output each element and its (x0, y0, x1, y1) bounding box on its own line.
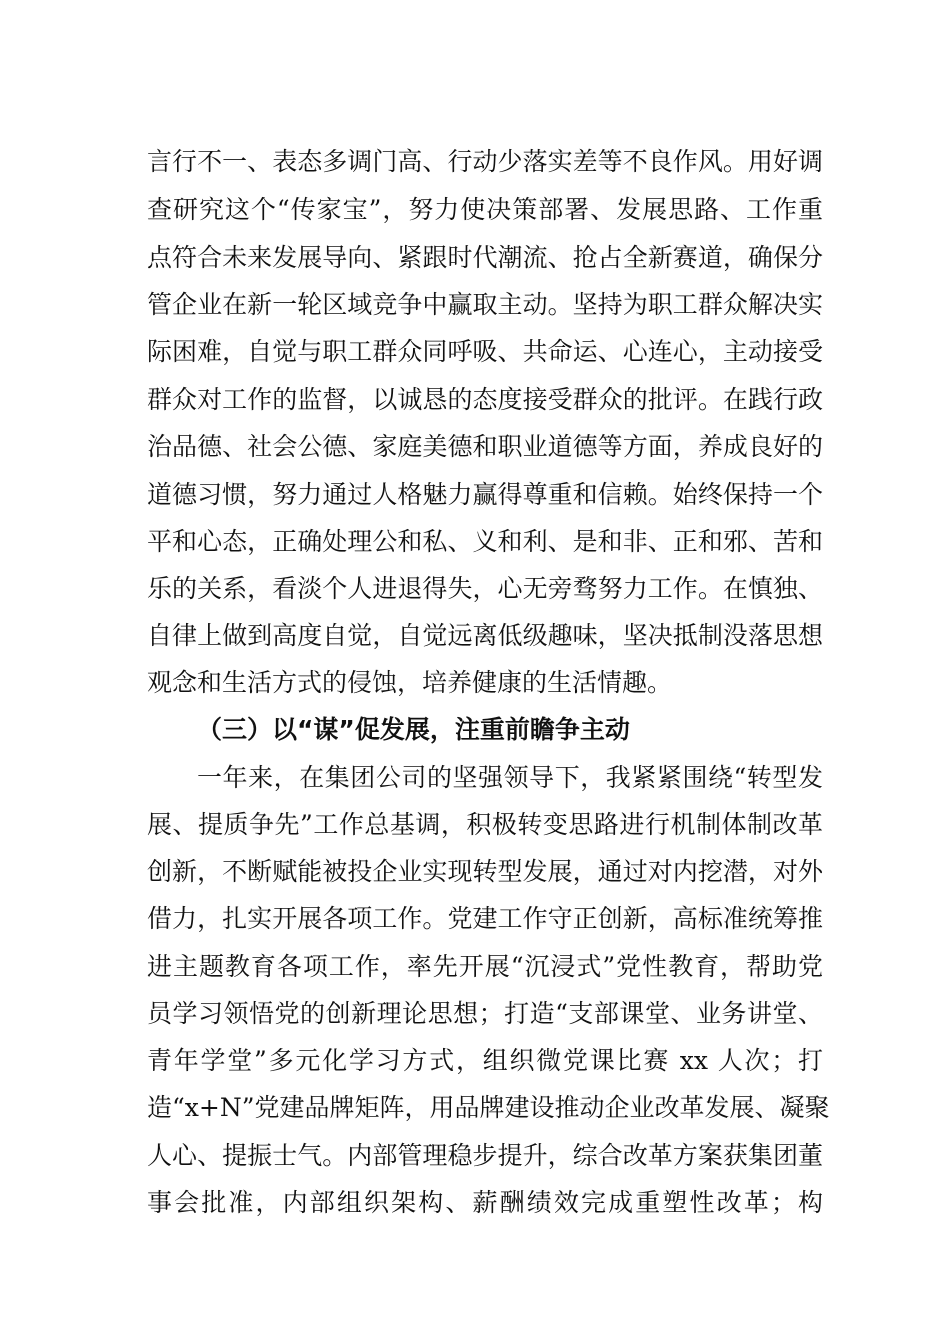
body-text-line: 一年来，在集团公司的坚强领导下，我紧紧围绕“转型发 (197, 763, 823, 792)
body-text-line: 造“x+N”党建品牌矩阵，用品牌建设推动企业改革发展、凝聚 (147, 1093, 830, 1122)
body-text-line: 平和心态，正确处理公和私、义和利、是和非、正和邪、苦和 (147, 527, 823, 556)
body-text-line: 创新，不断赋能被投企业实现转型发展，通过对内挖潜，对外 (147, 857, 823, 886)
body-text-line: 借力，扎实开展各项工作。党建工作守正创新，高标准统筹推 (147, 904, 823, 933)
body-text-line: 乐的关系，看淡个人进退得失，心无旁骛努力工作。在慎独、 (147, 574, 823, 603)
body-text-line: 管企业在新一轮区域竞争中赢取主动。坚持为职工群众解决实 (147, 290, 823, 319)
body-text-line: 言行不一、表态多调门高、行动少落实差等不良作风。用好调 (147, 147, 823, 176)
body-text-line: 观念和生活方式的侵蚀，培养健康的生活情趣。 (147, 668, 673, 697)
body-text-line: 自律上做到高度自觉，自觉远离低级趣味，坚决抵制没落思想 (147, 621, 823, 650)
body-text-line: 青年学堂”多元化学习方式，组织微党课比赛 xx 人次；打 (147, 1046, 823, 1075)
body-text-line: 际困难，自觉与职工群众同呼吸、共命运、心连心，主动接受 (147, 337, 823, 366)
body-text-line: 展、提质争先”工作总基调，积极转变思路进行机制体制改革 (147, 810, 823, 839)
body-text-line: 事会批准，内部组织架构、薪酬绩效完成重塑性改革；构 (147, 1188, 823, 1217)
body-text-line: 员学习领悟党的创新理论思想；打造“支部课堂、业务讲堂、 (147, 999, 823, 1028)
body-text-line: 治品德、社会公德、家庭美德和职业道德等方面，养成良好的 (147, 432, 823, 461)
body-text-line: 查研究这个“传家宝”，努力使决策部署、发展思路、工作重 (147, 195, 823, 224)
body-text-line: 人心、提振士气。内部管理稳步提升，综合改革方案获集团董 (147, 1141, 823, 1170)
body-text-line: 道德习惯，努力通过人格魅力赢得尊重和信赖。始终保持一个 (147, 480, 823, 509)
section-heading: （三）以“谋”促发展，注重前瞻争主动 (197, 715, 630, 744)
body-text-line: 群众对工作的监督，以诚恳的态度接受群众的批评。在践行政 (147, 385, 823, 414)
body-text-line: 进主题教育各项工作，率先开展“沉浸式”党性教育，帮助党 (147, 952, 823, 981)
body-text-line: 点符合未来发展导向、紧跟时代潮流、抢占全新赛道，确保分 (147, 243, 823, 272)
